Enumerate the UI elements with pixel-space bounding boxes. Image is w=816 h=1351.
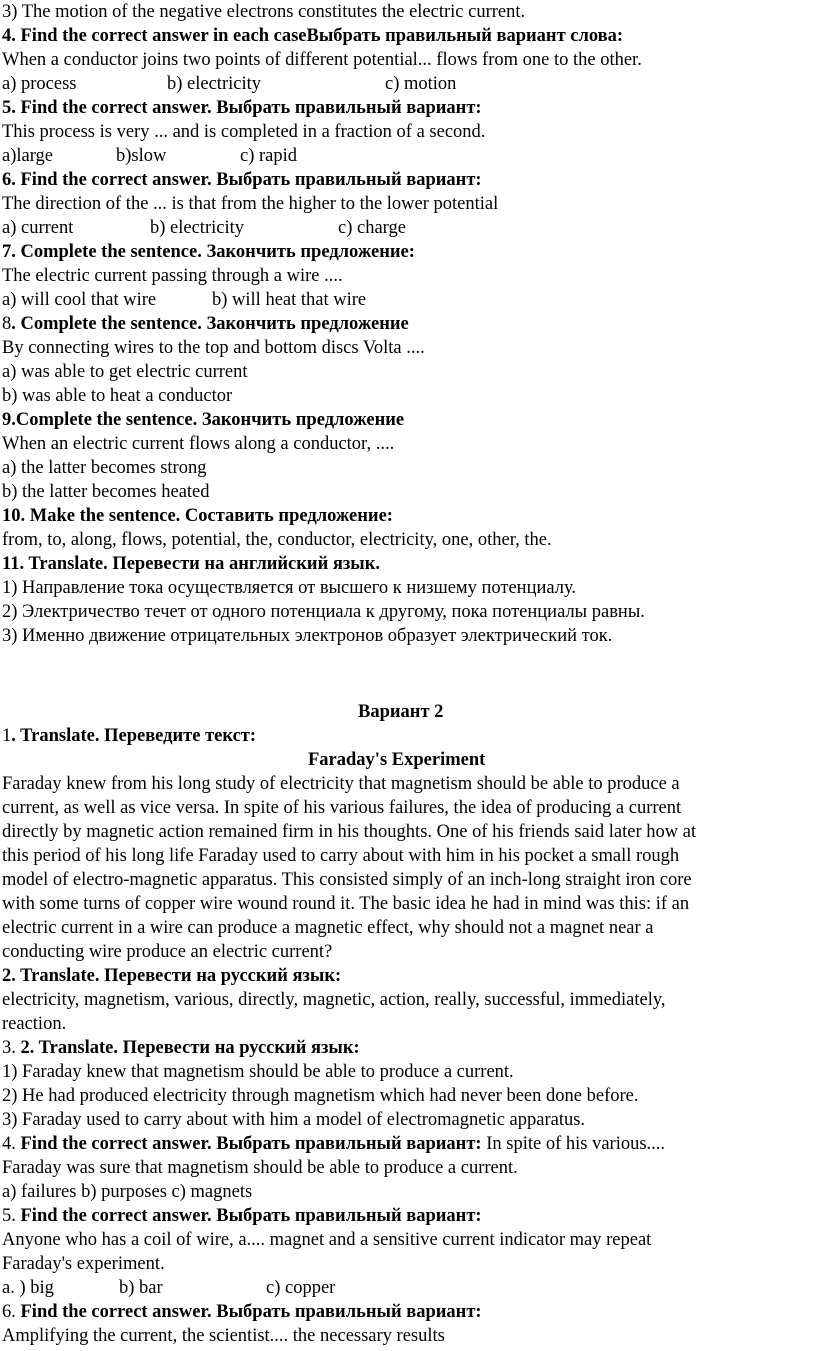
option-b: b) the latter becomes heated xyxy=(2,482,210,502)
question-9-heading: 9.Complete the sentence. Закончить предложение xyxy=(2,410,405,430)
task-3-heading xyxy=(2,1036,360,1060)
task-5-options xyxy=(2,1276,335,1300)
text-line: 3) The motion of the negative electrons constitutes the electric current. xyxy=(2,2,526,22)
paragraph-line: conducting wire produce an electric current? xyxy=(2,942,333,962)
option-c: c) copper xyxy=(266,1278,336,1298)
question-7-options xyxy=(2,288,366,312)
question-6-heading: 6. Find the correct answer. Выбрать правильный вариант: xyxy=(2,170,482,190)
option-a: a) will cool that wire xyxy=(2,290,157,310)
question-7-text: The electric current passing through a wire .... xyxy=(2,266,343,286)
option-a: a) process xyxy=(2,74,77,94)
paragraph-line: directly by magnetic action remained firm in his thoughts. One of his friends said later how at xyxy=(2,822,697,842)
question-title: Find the correct answer. Выбрать правильный вариант: xyxy=(20,1302,482,1322)
option-b: b) will heat that wire xyxy=(212,290,367,310)
question-4-options xyxy=(2,72,456,96)
option-a: a)large xyxy=(2,146,54,166)
question-8-text: By connecting wires to the top and bottom discs Volta .... xyxy=(2,338,425,358)
task-2-words: electricity, magnetism, various, directly, magnetic, action, really, successful, immediately, xyxy=(2,990,666,1010)
question-9-text: When an electric current flows along a conductor, .... xyxy=(2,434,395,454)
option-b: b) electricity xyxy=(150,218,244,238)
option-c: c) charge xyxy=(338,218,406,238)
task-6-heading xyxy=(2,1300,482,1324)
task-6-text: Amplifying the current, the scientist.... the necessary results xyxy=(2,1326,445,1346)
question-4-text: When a conductor joins two points of different potential... flows from one to the other. xyxy=(2,50,642,70)
question-6-options xyxy=(2,216,406,240)
question-7-heading: 7. Complete the sentence. Закончить предложение: xyxy=(2,242,415,262)
question-number: 4. xyxy=(2,1134,21,1154)
question-5-heading: 5. Find the correct answer. Выбрать правильный вариант: xyxy=(2,98,482,118)
question-number: 3. xyxy=(2,1038,21,1058)
task-1-heading xyxy=(2,724,256,748)
paragraph-line: Faraday knew from his long study of electricity that magnetism should be able to produce a xyxy=(2,774,680,794)
question-11-heading: 11. Translate. Перевести на английский язык. xyxy=(2,554,381,574)
task-3-line-1: 1) Faraday knew that magnetism should be able to produce a current. xyxy=(2,1062,514,1082)
task-4-text: Faraday was sure that magnetism should be able to produce a current. xyxy=(2,1158,518,1178)
option-b: b) was able to heat a conductor xyxy=(2,386,233,406)
task-5-text: Anyone who has a coil of wire, a.... magnet and a sensitive current indicator may repeat xyxy=(2,1230,652,1250)
question-8-heading xyxy=(2,312,409,336)
task-2-words-cont: reaction. xyxy=(2,1014,67,1034)
question-number: 6. xyxy=(2,1302,21,1322)
question-5-text: This process is very ... and is completed in a fraction of a second. xyxy=(2,122,486,142)
question-10-heading: 10. Make the sentence. Составить предложение: xyxy=(2,506,393,526)
translate-line-3: 3) Именно движение отрицательных электронов образует электрический ток. xyxy=(2,626,613,646)
question-5-options xyxy=(2,144,297,168)
paragraph-line: with some turns of copper wire wound round it. The basic idea he had in mind was this: if an xyxy=(2,894,690,914)
question-number: 5. xyxy=(2,1206,21,1226)
translate-line-1: 1) Направление тока осуществляется от высшего к низшему потенциалу. xyxy=(2,578,577,598)
question-prompt: In spite of his various.... xyxy=(481,1134,666,1154)
option-b: b) bar xyxy=(119,1278,163,1298)
question-title: 2. Translate. Перевести на русский язык: xyxy=(20,1038,360,1058)
translate-line-2: 2) Электричество течет от одного потенциала к другому, пока потенциалы равны. xyxy=(2,602,645,622)
question-10-text: from, to, along, flows, potential, the, conductor, electricity, one, other, the. xyxy=(2,530,552,550)
question-title: Find the correct answer. Выбрать правильный вариант: xyxy=(20,1206,482,1226)
paragraph-line: current, as well as vice versa. In spite of his various failures, the idea of producing a current xyxy=(2,798,682,818)
option-a: a) current xyxy=(2,218,74,238)
paragraph-line: model of electro-magnetic apparatus. This consisted simply of an inch-long straight iron core xyxy=(2,870,692,890)
question-number: 1 xyxy=(2,726,12,746)
option-c: c) rapid xyxy=(240,146,298,166)
task-3-line-2: 2) He had produced electricity through magnetism which had never been done before. xyxy=(2,1086,639,1106)
option-a: a. ) big xyxy=(2,1278,54,1298)
paragraph-line: this period of his long life Faraday used to carry about with him in his pocket a small rough xyxy=(2,846,680,866)
option-b: b)slow xyxy=(116,146,167,166)
question-title: . Complete the sentence. Закончить предложение xyxy=(11,314,409,334)
question-4-heading: 4. Find the correct answer in each caseВыбрать правильный вариант слова: xyxy=(2,26,624,46)
paragraph-line: electric current in a wire can produce a magnetic effect, why should not a magnet near a xyxy=(2,918,654,938)
option-c: c) motion xyxy=(385,74,457,94)
task-5-heading xyxy=(2,1204,482,1228)
option-a: a) was able to get electric current xyxy=(2,362,248,382)
task-2-heading: 2. Translate. Перевести на русский язык: xyxy=(2,966,342,986)
task-3-line-3: 3) Faraday used to carry about with him a model of electromagnetic apparatus. xyxy=(2,1110,586,1130)
variant-heading: Вариант 2 xyxy=(358,702,444,722)
option-b: b) electricity xyxy=(167,74,261,94)
text-title: Faraday's Experiment xyxy=(308,750,486,770)
question-title: Find the correct answer. Выбрать правильный вариант: xyxy=(20,1134,482,1154)
question-number: 8 xyxy=(2,314,12,334)
question-6-text: The direction of the ... is that from the higher to the lower potential xyxy=(2,194,499,214)
task-4-options: a) failures b) purposes c) magnets xyxy=(2,1182,253,1202)
question-title: . Translate. Переведите текст: xyxy=(11,726,257,746)
task-4-heading xyxy=(2,1132,665,1156)
task-5-text-cont: Faraday's experiment. xyxy=(2,1254,165,1274)
option-a: a) the latter becomes strong xyxy=(2,458,207,478)
